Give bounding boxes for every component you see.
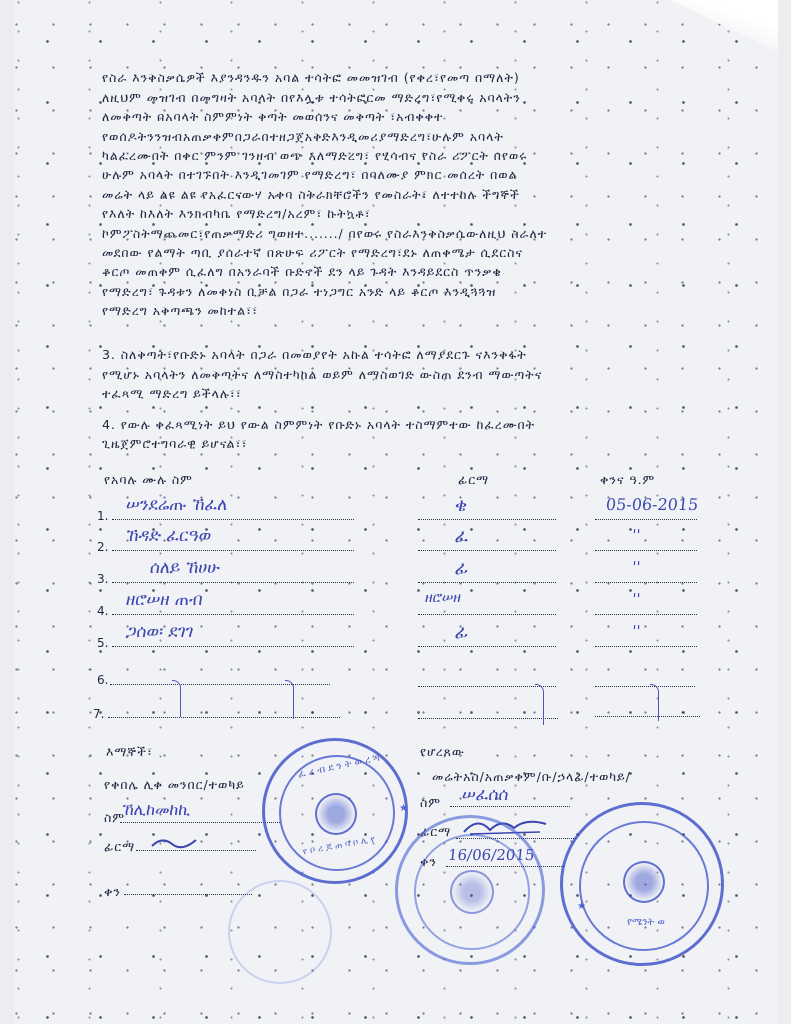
approver-name-label: ስም — [420, 795, 441, 810]
approver-name-line — [450, 806, 570, 807]
official-stamp — [262, 738, 408, 884]
member-signature: ፊ — [453, 558, 470, 579]
member-signature-line — [418, 614, 556, 615]
paragraph-line: መሬት ላይ ልዩ ልዩ የአፈርናውሃ አቀባ ስትራክቸሮችን የመስራት፣ ለተተከሉ ችግኞች — [102, 187, 520, 202]
row-number-7: 7. — [93, 707, 105, 721]
row-number: 5. — [97, 636, 109, 650]
row-number: 2. — [97, 540, 109, 554]
header-member-name: የአባሉ ሙሉ ስም — [104, 472, 193, 487]
member-name: ዘሮሠዘ ጠብ — [124, 590, 204, 610]
approver-date-label: ቀን — [420, 854, 437, 869]
row7-name-line — [108, 717, 340, 718]
emblem-icon — [315, 793, 357, 835]
bracket-mark — [172, 680, 181, 717]
official-stamp-right — [560, 802, 724, 966]
member-name-line — [112, 614, 354, 615]
faint-stamp-impression — [228, 880, 332, 984]
bracket-mark — [535, 684, 544, 725]
member-name-line — [112, 646, 354, 647]
member-signature-line — [418, 582, 556, 583]
member-date: '' — [631, 590, 642, 608]
member-date: 05-06-2015 — [605, 495, 700, 514]
member-signature: ፊ — [453, 622, 470, 643]
member-signature: ቄ — [453, 495, 469, 516]
member-signature-line — [418, 550, 556, 551]
paragraph-line: የስራ እንቅስቃሴዎች እያንዳንዱን አባል ተሳትፎ መመዝገብ (የቀረ፣የመጣ በማለት) — [102, 70, 520, 85]
approver-title: መሬትአስ/አጠቃቀም/ቡ/ኃላፊ/ተወካይ/ — [432, 769, 631, 784]
member-name: ጋሰወ፡ ደገገ — [124, 622, 195, 642]
member-signature-line — [418, 646, 556, 647]
receiver-title: የቀበሌ ሊቀ መንበር/ተወካይ — [104, 777, 245, 792]
member-date-line — [595, 646, 697, 647]
member-name: ሠንደሬጡ ኸፈለ — [124, 495, 229, 515]
receiver-date-label: ቀን — [104, 884, 121, 899]
member-date-line — [595, 550, 697, 551]
paragraph-line: ካልፈረሙበት በቀር ምንም ገንዘብ ወጭ አለማድረግ፣ የሂሳብና የስራ ሪፖርት በየወሩ — [102, 148, 528, 163]
member-date-line — [595, 519, 697, 520]
member-date-line — [595, 614, 697, 615]
star-icon: ★ — [399, 803, 408, 814]
receiver-sign-label: ፊርማ — [104, 839, 136, 854]
paragraph-line: ሁሉም አባላት በተገኙበት እንዲገመገም የማድረግ፣ በባለሙያ ምክር መሰረት በወል — [102, 167, 518, 182]
row6-date-line — [595, 686, 695, 687]
witnesses-label: እማኞች፣ — [106, 744, 153, 759]
receiver-name-line — [120, 822, 280, 823]
paragraph-line: ኮምፖስትማጨመር፣የጠቃማድሪ ግወዘተ......./ በየወሩ የስራእንቅስቃሴውለዚህ ስራለተ — [102, 226, 548, 241]
stamp-top-text: ፈ ረ ብ ደ ን ት ወ ረ ዳ — [297, 752, 381, 781]
stamp-bottom-text: የ ቦ ረ ጆ ጠ ባ ቦ ሊ የ — [302, 834, 376, 858]
member-name: ሰለይ ኸሀሁ — [148, 558, 221, 578]
member-date-line — [595, 582, 697, 583]
paragraph-line: ለዚህም መዝገብ በመግዛት አባላት በየእሏቱ ተሳትፎርመ ማድረግ፣የሚቀሩ አባላትን — [102, 90, 521, 105]
header-date: ቀንና ዓ.ም — [600, 472, 656, 487]
row6-name-line — [110, 684, 330, 685]
paragraph-line: የወሰዶትንንዝብአጠቃቀምበጋራበተዘጋጀአቅድእንዲመሪያማድረግ፣ሁሉም አባላት — [102, 129, 504, 144]
item3-line: 3. ስለቅጣት፣የቡድኑ አባላት በጋራ በመወያየት አኩል ተሳትፎ ለማያደርጉ ናእንቅፋት — [102, 347, 527, 362]
paragraph-line: የእለት ከእለት እንክብካቤ የማድረግ/አረም፣ ኩትኳቶ፣ — [102, 206, 371, 221]
member-name-line — [112, 519, 354, 520]
item4-line: 4. የውሉ ቀፈጻሚነት ይህ የውል ስምምነት የቡድኑ አባላት ተስማምተው ከፈረሙበት — [102, 417, 536, 432]
stamp-bottom-text: የሜንት ወ — [627, 917, 665, 928]
approver-name-value: ሠፈሰሰ — [460, 785, 510, 805]
member-signature: ዘሮሠዘ — [424, 590, 462, 606]
emblem-icon — [623, 861, 665, 903]
receiver-name-label: ስም — [104, 810, 125, 825]
paragraph-line: ቆርጦ መጠቀም ሲፈለግ በአንራባች ቡድኖች ደን ላይ ጉዳት እንዳይደርስ ጥንቃቄ — [102, 264, 502, 279]
row7-date-line — [595, 716, 700, 717]
bracket-mark — [285, 680, 294, 719]
member-name: ኸዳድ ፈርዓወ — [124, 526, 213, 546]
member-signature-line — [418, 519, 556, 520]
item3-line: የሚሆኑ አባላትን ለመቅጣትና ለማስተካከል ወይም ለማስወገድ ውስጠ ደንብ ማውጣትና — [102, 367, 543, 382]
paragraph-line: የማድረግ አቅጣጫን መከተል፣፣ — [102, 303, 259, 318]
member-date: '' — [631, 526, 642, 544]
receiver-date-line — [124, 894, 252, 895]
paragraph-line: መደበው የልማት ጣቢ ያሰራተኛ በጽሁፍ ሪፖርት የማድረግ፣ደኑ ለጠቀሜታ ሲደርስና — [102, 245, 523, 260]
row-number: 3. — [97, 572, 109, 586]
member-date: '' — [631, 622, 642, 640]
row-number: 1. — [97, 509, 109, 523]
receiver-signature-mark — [150, 832, 200, 852]
receiver-name-value: ኸሊከመከኪ — [121, 800, 192, 819]
paragraph-line: ለመቅጣት በአባላት ስምምነት ቅጣት መወሰንና መቅጣት ፣አብቀቀተ — [102, 109, 444, 124]
paragraph-line: የማድረግ፣ ጉዳቱን ለመቀነስ ቢቻል በጋራ ተነጋግር አንድ ላይ ቆርጦ እንዲጓጓዝ — [102, 284, 497, 299]
item3-line: ተፈጻሚ ማድረግ ይችላሉ፣፣ — [102, 386, 242, 401]
approver-heading: የሆረጸው — [420, 744, 465, 759]
faded-stamp — [395, 815, 545, 965]
star-icon: ★ — [577, 901, 586, 912]
item4-line: ጊዜጀምሮተግባራዊ ይሆናል፣፣ — [102, 436, 248, 451]
approver-date-value: 16/06/2015 — [447, 846, 536, 864]
bracket-mark — [650, 684, 659, 721]
header-signature: ፊርማ — [458, 472, 490, 487]
member-date: '' — [631, 558, 642, 576]
member-name-line — [112, 550, 354, 551]
member-name-line — [112, 582, 354, 583]
approver-sign-label: ፊርማ — [420, 824, 452, 839]
member-signature: ፈ — [453, 526, 470, 547]
row-number-6: 6. — [97, 673, 109, 687]
emblem-icon — [450, 870, 494, 914]
row-number: 4. — [97, 604, 109, 618]
